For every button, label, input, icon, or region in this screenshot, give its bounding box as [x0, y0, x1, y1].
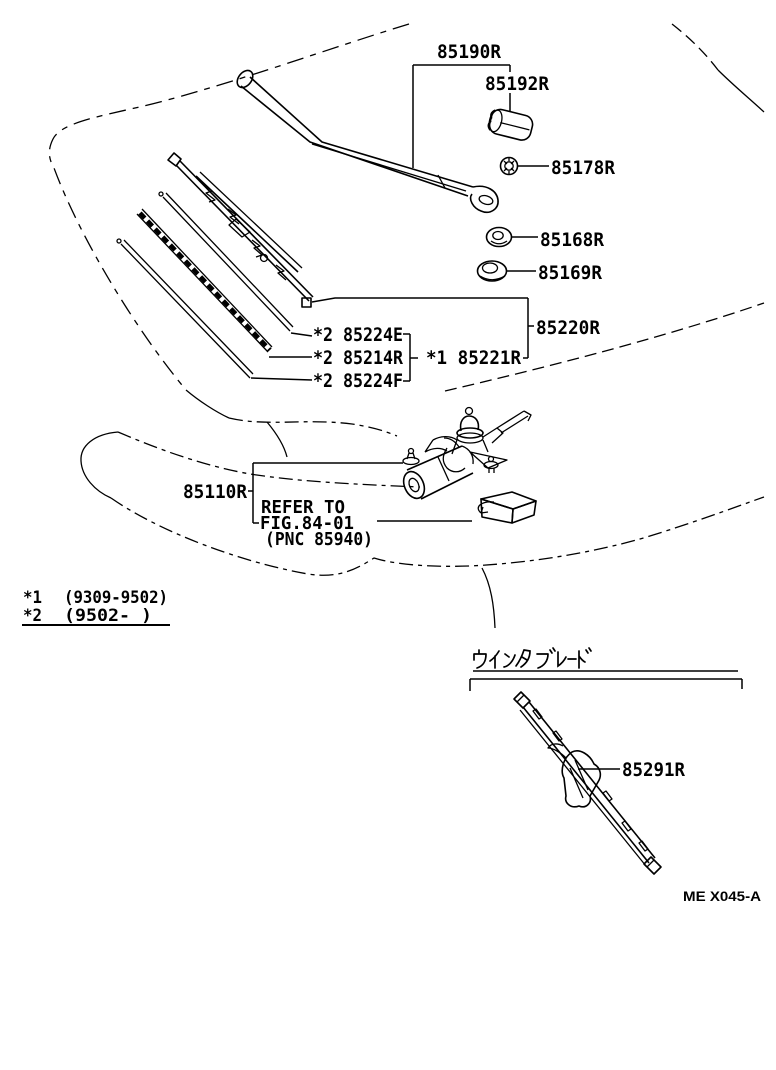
- refer-note-line3: (PNC 85940): [265, 529, 373, 550]
- nut-drawing: [501, 158, 518, 175]
- figure-code: ME X045-A: [683, 888, 761, 904]
- rear-wiper-motor-drawing: [400, 408, 531, 502]
- car-body-outline: [49, 24, 764, 628]
- label-winter-blade: 85291R: [622, 759, 686, 781]
- relay-box-drawing: [478, 492, 536, 523]
- wiper-arm-drawing: [234, 68, 498, 213]
- washer-drawing: [487, 228, 512, 247]
- footnote-2-range: (9502- ): [64, 606, 152, 626]
- blade-rubber-e-drawing: [159, 192, 293, 331]
- label-blade-insert: *2 85214R: [313, 347, 404, 369]
- part-labels: [183, 41, 686, 781]
- label-blade-rubber-e: *2 85224E: [313, 324, 403, 346]
- label-blade-assembly-alt: *1 85221R: [426, 347, 522, 369]
- refer-note-line1: REFER TO: [261, 497, 346, 518]
- refer-note-line2: FIG.84-01: [260, 513, 354, 534]
- label-wiper-arm: 85190R: [437, 41, 502, 63]
- label-grommet: 85169R: [538, 262, 603, 284]
- label-blade-assembly: 85220R: [536, 317, 601, 339]
- winter-blade-section-title-strokes: [474, 648, 591, 668]
- label-blade-rubber-f: *2 85224F: [313, 370, 403, 392]
- label-pivot-cap: 85192R: [485, 73, 550, 95]
- footnotes: [23, 588, 168, 626]
- reference-note: [260, 497, 373, 550]
- winter-blade-section-bracket: [470, 671, 742, 691]
- footnote-2-marker: *2: [23, 606, 42, 626]
- label-motor: 85110R: [183, 481, 248, 503]
- winter-blade-drawing: [514, 692, 661, 874]
- callout-lines: [22, 65, 742, 769]
- label-nut: 85178R: [551, 157, 616, 179]
- wiper-blade-assembly-drawing: [168, 153, 313, 307]
- grommet-drawing: [478, 261, 507, 281]
- footnote-1-marker: *1: [23, 588, 42, 608]
- pivot-cap-drawing: [487, 107, 535, 142]
- label-washer: 85168R: [540, 229, 605, 251]
- footnote-1-range: (9309-9502): [64, 588, 168, 608]
